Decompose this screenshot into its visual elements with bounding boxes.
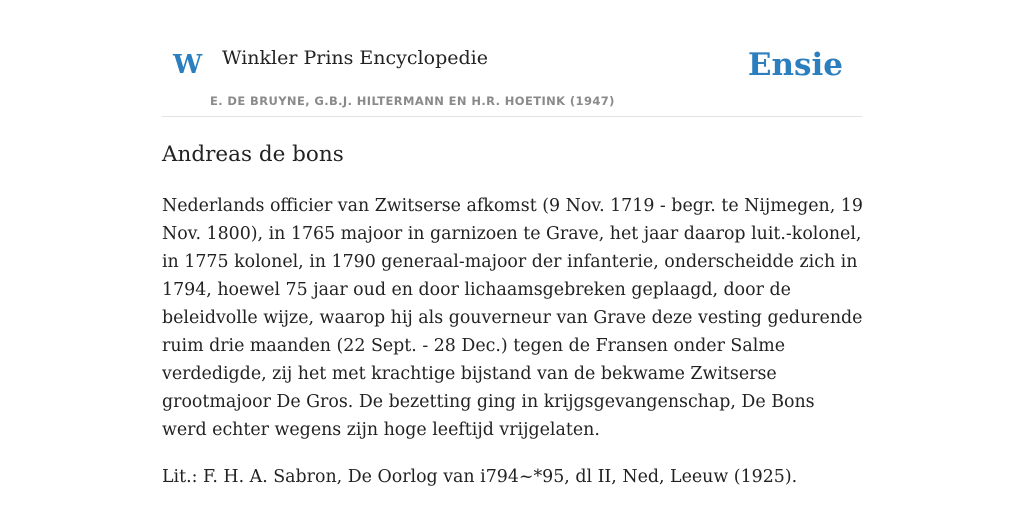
source-header <box>162 0 862 117</box>
source-title[interactable]: Winkler Prins Encyclopedie <box>222 47 488 69</box>
source-authors: E. DE BRUYNE, G.B.J. HILTERMANN EN H.R. HOETINK (1947) <box>210 94 615 108</box>
article-literature: Lit.: F. H. A. Sabron, De Oorlog van i794~*95, dl II, Ned, Leeuw (1925). <box>162 467 798 487</box>
article-title: Andreas de bons <box>162 142 344 167</box>
article <box>162 140 864 491</box>
winkler-prins-logo[interactable]: W <box>173 50 203 80</box>
ensie-brand-logo[interactable]: Ensie <box>747 47 843 83</box>
article-body: Nederlands officier van Zwitserse afkomst (9 Nov. 1719 - begr. te Nijmegen, 19 Nov. 1800), in 1765 majoor in garnizoen te Grave, het jaar daarop luit.-kolonel, in 1775 kolonel, in 1790 generaal-majoor der infanterie, onderscheidde zich in 1794, hoewel 75 jaar oud en door lichaamsgebreken geplaagd, door de beleidvolle wijze, waarop hij als gouverneur van Grave deze vesting gedurende ruim drie maanden (22 Sept. - 28 Dec.) tegen de Fransen onder Salme verdedigde, zij het met krachtige bijstand van de bekwame Zwitserse grootmajoor De Gros. De bezetting ging in krijgsgevangenschap, De Bons werd echter wegens zijn hoge leeftijd vrijgelaten. <box>162 196 863 440</box>
